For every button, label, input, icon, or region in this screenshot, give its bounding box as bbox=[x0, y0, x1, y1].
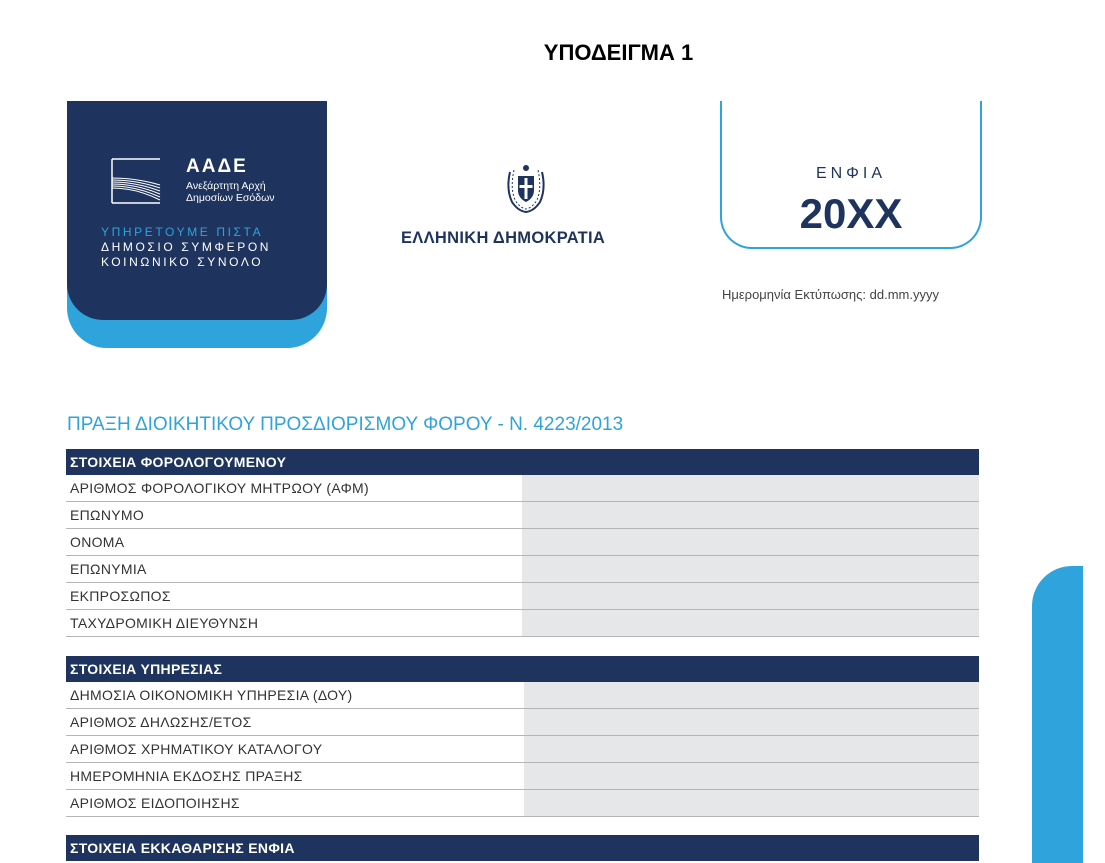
field-label-notification-number: ΑΡΙΘΜΟΣ ΕΙΔΟΠΟΙΗΣΗΣ bbox=[70, 795, 240, 811]
greek-coat-of-arms-icon bbox=[502, 164, 550, 214]
first-name-field[interactable] bbox=[522, 529, 979, 555]
service-section bbox=[66, 656, 979, 817]
declaration-number-field[interactable] bbox=[524, 709, 979, 735]
field-label-company-name: ΕΠΩΝΥΜΙΑ bbox=[70, 561, 147, 577]
document-template-title: ΥΠΟΔΕΙΓΜΑ 1 bbox=[543, 40, 694, 65]
aade-name: ΑΑΔΕ bbox=[186, 156, 248, 177]
form-row bbox=[66, 502, 979, 529]
tax-office-field[interactable] bbox=[524, 682, 979, 708]
form-row bbox=[66, 610, 979, 637]
aade-logo-front-shape bbox=[67, 101, 327, 320]
section-heading: ΣΤΟΙΧΕΙΑ ΥΠΗΡΕΣΙΑΣ bbox=[66, 656, 979, 682]
issue-date-field[interactable] bbox=[524, 763, 979, 789]
aade-motto-line-3: ΚΟΙΝΩΝΙΚΟ ΣΥΝΟΛΟ bbox=[101, 255, 264, 269]
enfia-year-box bbox=[720, 101, 982, 249]
aade-logo bbox=[67, 101, 327, 348]
field-label-surname: ΕΠΩΝΥΜΟ bbox=[70, 507, 145, 523]
form-row bbox=[66, 682, 979, 709]
enfia-label: ΕΝΦΙΑ bbox=[815, 165, 887, 182]
print-date: Ημερομηνία Εκτύπωσης: dd.mm.yyyy bbox=[722, 287, 939, 302]
field-label-postal-address: ΤΑΧΥΔΡΟΜΙΚΗ ΔΙΕΥΘΥΝΣΗ bbox=[70, 615, 259, 631]
form-row bbox=[66, 529, 979, 556]
section-heading: ΣΤΟΙΧΕΙΑ ΕΚΚΑΘΑΡΙΣΗΣ ΕΝΦΙΑ bbox=[66, 835, 979, 861]
company-name-field[interactable] bbox=[522, 556, 979, 582]
aade-emblem-icon bbox=[111, 158, 161, 204]
form-row bbox=[66, 556, 979, 583]
clearance-section bbox=[66, 835, 979, 861]
form-row bbox=[66, 763, 979, 790]
section-heading: ΣΤΟΙΧΕΙΑ ΦΟΡΟΛΟΓΟΥΜΕΝΟΥ bbox=[66, 449, 979, 475]
catalog-number-field[interactable] bbox=[524, 736, 979, 762]
form-row bbox=[66, 475, 979, 502]
form-row bbox=[66, 736, 979, 763]
field-label-first-name: ΟΝΟΜΑ bbox=[70, 534, 125, 550]
field-label-catalog-number: ΑΡΙΘΜΟΣ ΧΡΗΜΑΤΙΚΟΥ ΚΑΤΑΛΟΓΟΥ bbox=[70, 741, 323, 757]
field-label-tax-office: ΔΗΜΟΣΙΑ ΟΙΚΟΝΟΜΙΚΗ ΥΠΗΡΕΣΙΑ (ΔΟΥ) bbox=[70, 687, 353, 703]
field-label-afm: ΑΡΙΘΜΟΣ ΦΟΡΟΛΟΓΙΚΟΥ ΜΗΤΡΩΟΥ (ΑΦΜ) bbox=[70, 480, 369, 496]
side-tab-decoration bbox=[1032, 566, 1083, 863]
surname-field[interactable] bbox=[522, 502, 979, 528]
form-row bbox=[66, 709, 979, 736]
aade-motto-line-1: ΥΠΗΡΕΤΟΥΜΕ ΠΙΣΤΑ bbox=[101, 225, 264, 239]
aade-motto bbox=[101, 225, 271, 270]
form-row bbox=[66, 583, 979, 610]
taxpayer-section bbox=[66, 449, 979, 637]
field-label-declaration-number: ΑΡΙΘΜΟΣ ΔΗΛΩΣΗΣ/ΕΤΟΣ bbox=[70, 714, 252, 730]
representative-field[interactable] bbox=[522, 583, 979, 609]
aade-subtitle bbox=[186, 180, 275, 204]
afm-field[interactable] bbox=[522, 475, 979, 501]
field-label-issue-date: ΗΜΕΡΟΜΗΝΙΑ ΕΚΔΟΣΗΣ ΠΡΑΞΗΣ bbox=[70, 768, 303, 784]
aade-subtitle-line: Δημοσίων Εσόδων bbox=[186, 192, 275, 204]
document-title: ΠΡΑΞΗ ΔΙΟΙΚΗΤΙΚΟΥ ΠΡΟΣΔΙΟΡΙΣΜΟΥ ΦΟΡΟΥ - Ν. 4223/2013 bbox=[67, 414, 624, 435]
form-row bbox=[66, 790, 979, 817]
postal-address-field[interactable] bbox=[522, 610, 979, 636]
notification-number-field[interactable] bbox=[524, 790, 979, 816]
aade-subtitle-line: Ανεξάρτητη Αρχή bbox=[186, 180, 266, 192]
enfia-year: 20XX bbox=[799, 190, 903, 237]
aade-motto-line-2: ΔΗΜΟΣΙΟ ΣΥΜΦΕΡΟΝ bbox=[101, 240, 272, 254]
field-label-representative: ΕΚΠΡΟΣΩΠΟΣ bbox=[70, 588, 171, 604]
hellenic-republic-name: ΕΛΛΗΝΙΚΗ ΔΗΜΟΚΡΑΤΙΑ bbox=[401, 229, 606, 247]
